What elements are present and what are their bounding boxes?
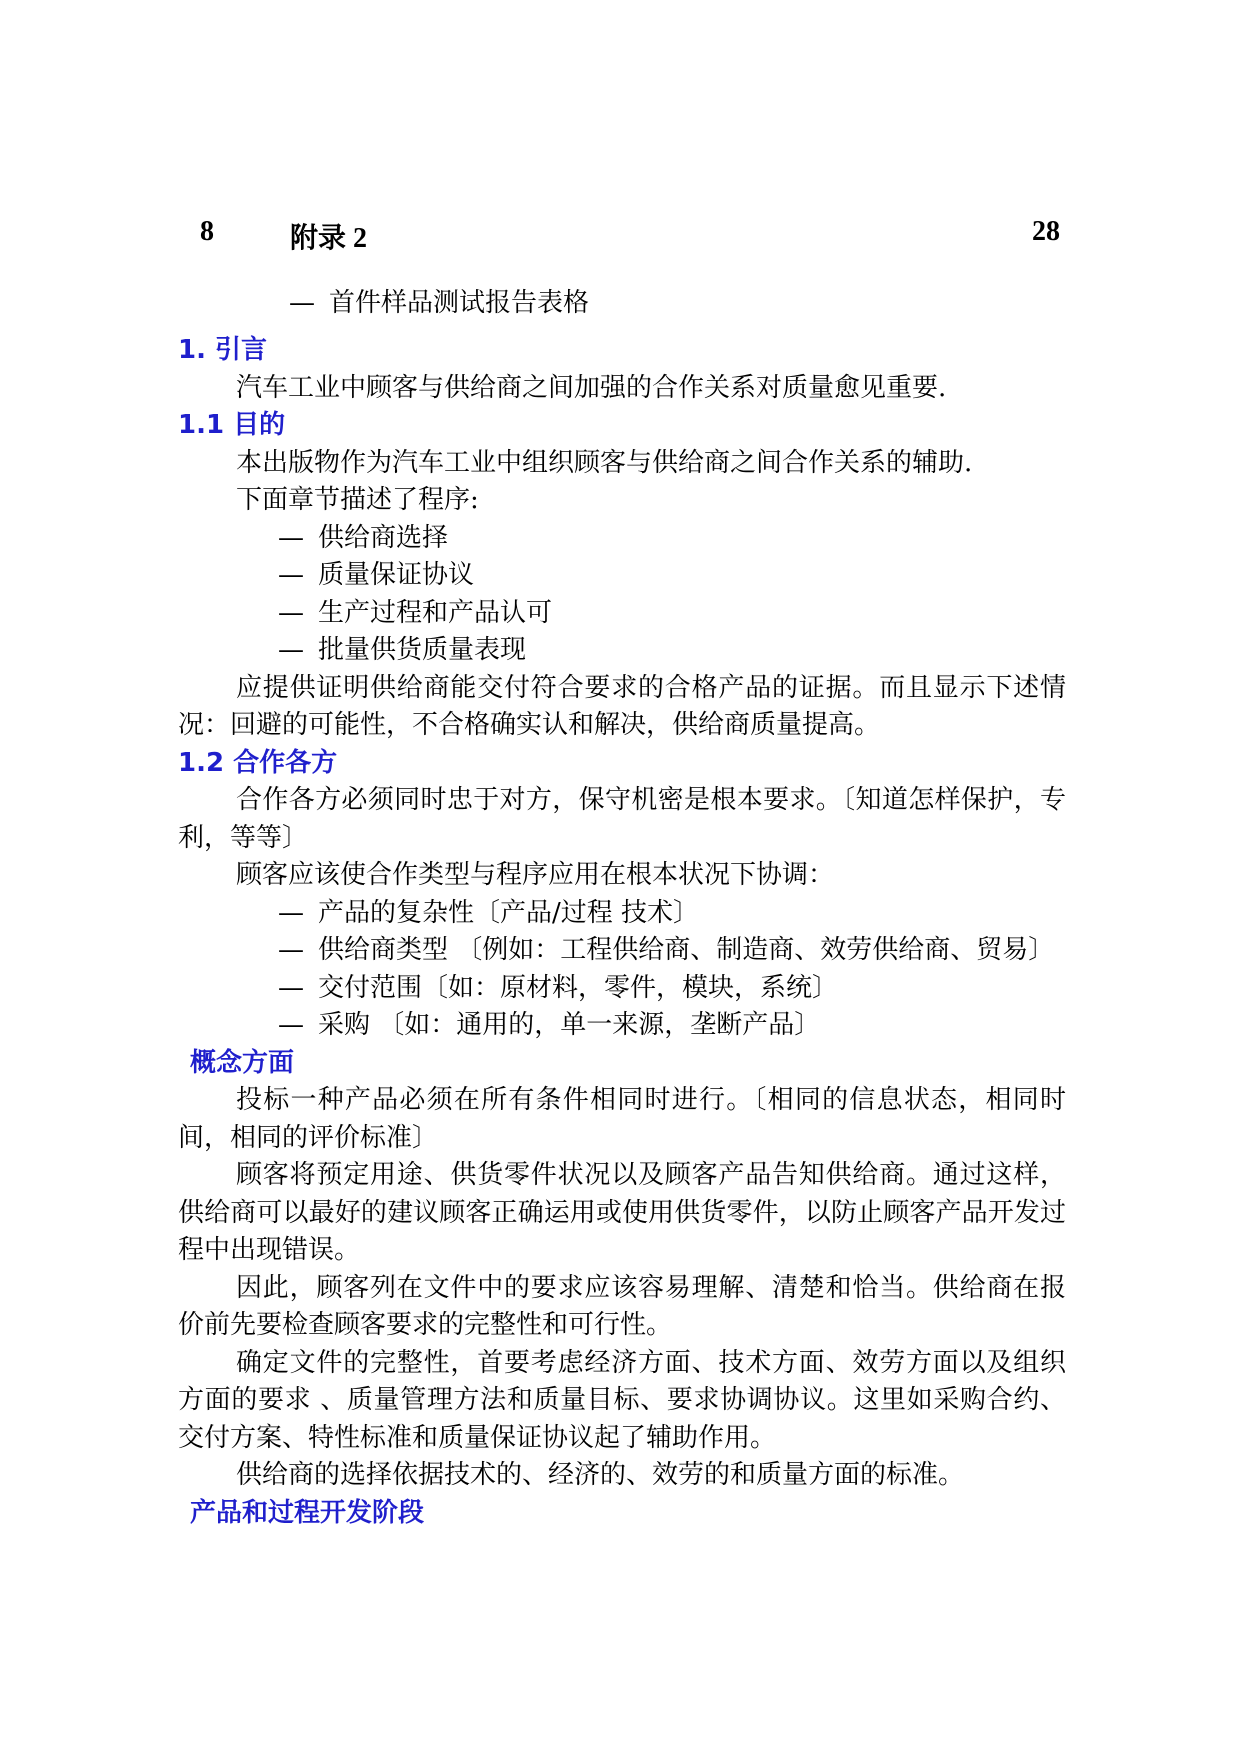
toc-entry bbox=[200, 216, 1060, 256]
heading-partners: 1.2 合作各方 bbox=[178, 747, 338, 778]
list-item: — 生产过程和产品认可 bbox=[278, 597, 553, 628]
heading-purpose: 1.1 目的 bbox=[178, 410, 286, 440]
list-item: — 供给商类型 〔例如：工程供给商、制造商、效劳供给商、贸易〕 bbox=[278, 935, 1055, 965]
list-item: — 批量供货质量表现 bbox=[278, 635, 527, 665]
paragraph: 确定文件的完整性，首要考虑经济方面、技术方面、效劳方面以及组织方面的要求 、质量管理方法和质量目标、要求协调协议。这里如采购合约、交付方案、特性标准和质量保证协议起了辅助作用。 bbox=[178, 1347, 1067, 1453]
heading-introduction: 1. 引言 bbox=[178, 335, 268, 365]
paragraph: 下面章节描述了程序: bbox=[236, 485, 479, 515]
paragraph: 本出版物作为汽车工业中组织顾客与供给商之间合作关系的辅助. bbox=[236, 447, 973, 478]
toc-page-number: 28 bbox=[1032, 216, 1060, 247]
list-item: — 质量保证协议 bbox=[278, 560, 475, 590]
list-item: — 采购 〔如：通用的，单一来源，垄断产品〕 bbox=[278, 1010, 821, 1040]
paragraph: 汽车工业中顾客与供给商之间加强的合作关系对质量愈见重要. bbox=[236, 372, 947, 403]
toc-number: 8 bbox=[200, 216, 214, 247]
subtitle-dash: — bbox=[289, 288, 315, 318]
toc-title: 附录 2 bbox=[290, 223, 368, 254]
paragraph: 合作各方必须同时忠于对方，保守机密是根本要求。〔知道怎样保护，专利，等等〕 bbox=[178, 785, 1066, 853]
list-item: — 交付范围〔如：原材料，零件，模块，系统〕 bbox=[278, 972, 839, 1003]
paragraph: 顾客将预定用途、供货零件状况以及顾客产品告知供给商。通过这样，供给商可以最好的建议顾客正确运用或使用供货零件，以防止顾客产品开发过程中出现错误。 bbox=[178, 1160, 1066, 1265]
paragraph: 顾客应该使合作类型与程序应用在根本状况下协调： bbox=[236, 860, 835, 890]
list-item: — 供给商选择 bbox=[278, 522, 449, 553]
paragraph: 供给商的选择依据技术的、经济的、效劳的和质量方面的标准。 bbox=[236, 1460, 965, 1490]
subtitle-text: 首件样品测试报告表格 bbox=[329, 288, 590, 318]
paragraph: 因此，顾客列在文件中的要求应该容易理解、清楚和恰当。供给商在报价前先要检查顾客要求的完整性和可行性。 bbox=[178, 1272, 1066, 1340]
heading-development: 产品和过程开发阶段 bbox=[190, 1497, 425, 1528]
paragraph: 应提供证明供给商能交付符合要求的合格产品的证据。而且显示下述情况：回避的可能性，不合格确实认和解决，供给商质量提高。 bbox=[178, 672, 1066, 740]
paragraph: 投标一种产品必须在所有条件相同时进行。〔相同的信息状态，相同时间，相同的评价标准〕 bbox=[178, 1085, 1066, 1153]
list-item: — 产品的复杂性〔产品/过程 技术〕 bbox=[278, 897, 700, 928]
subtitle bbox=[289, 282, 589, 319]
heading-concept: 概念方面 bbox=[190, 1047, 295, 1078]
body-text bbox=[178, 332, 1066, 1532]
